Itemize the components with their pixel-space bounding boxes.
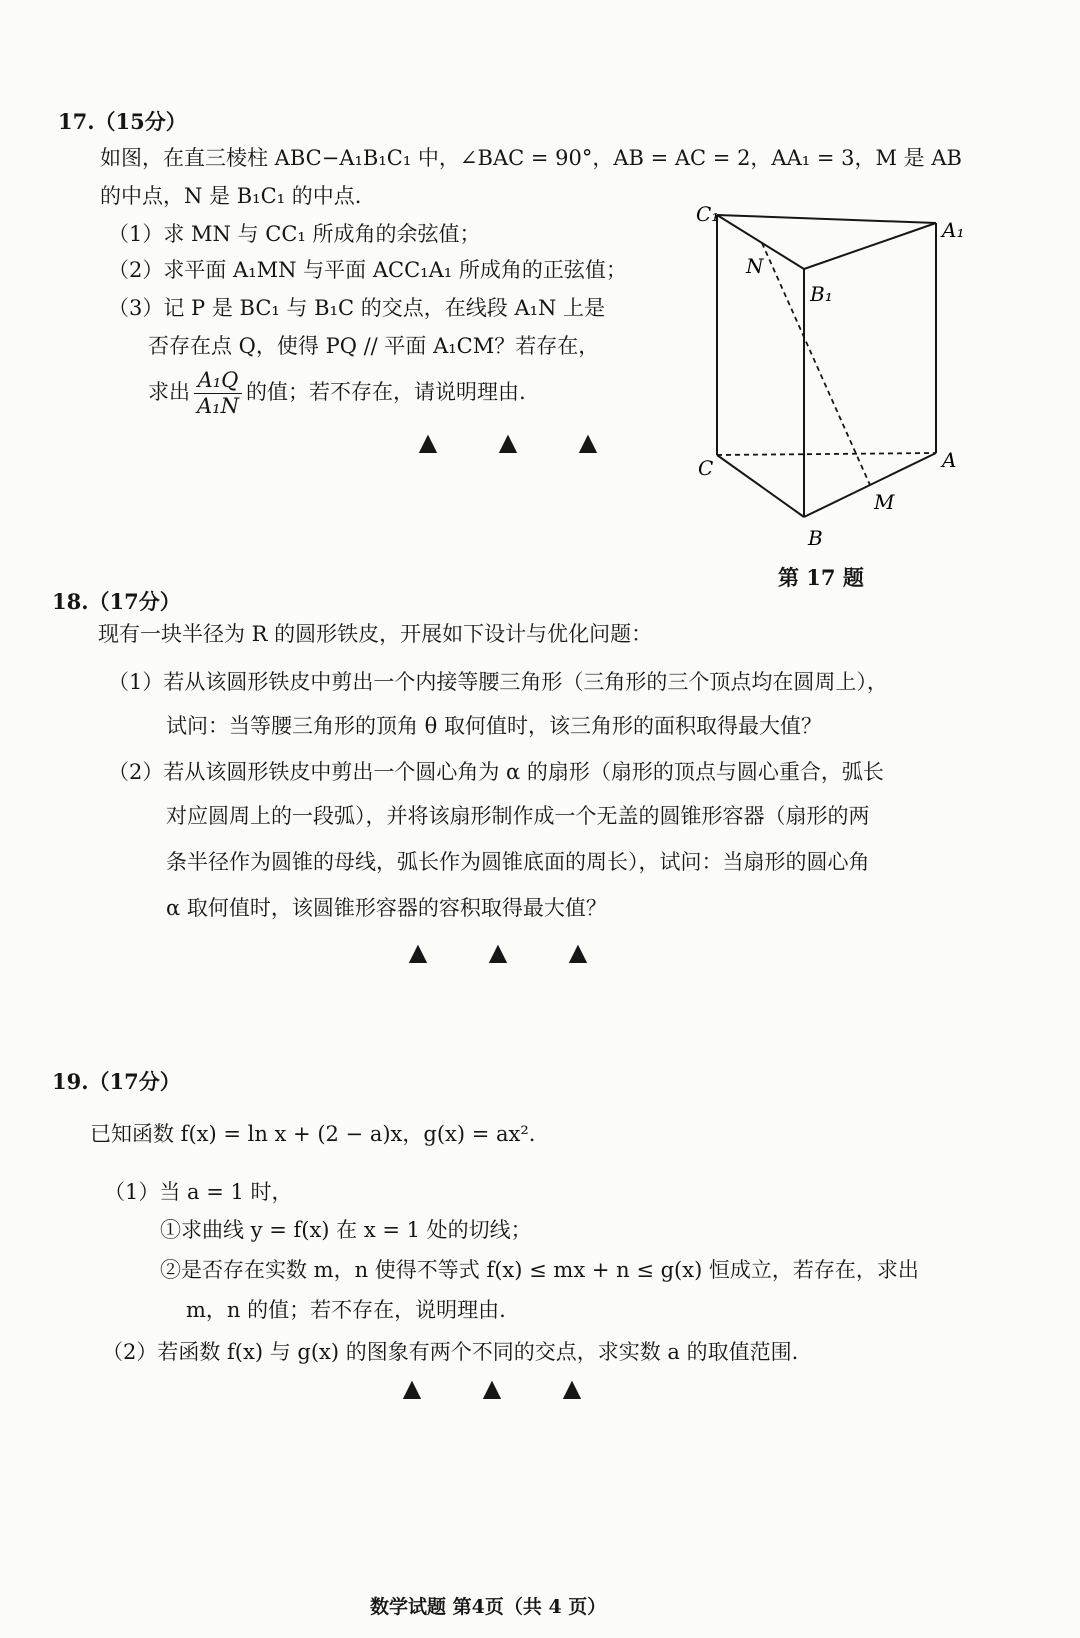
triangle-mark: ▲ [568,938,588,966]
label-a: A [942,448,957,472]
triangle-mark: ▲ [402,1374,422,1402]
triangle-mark: ▲ [578,428,598,456]
q19-number: 19.（17分） [52,1069,181,1094]
q17-part3-prefix: 求出 [148,380,190,405]
q18-number: 18.（17分） [52,589,181,614]
hidden-edge-ca [717,453,936,455]
q17-part2: （2）求平面 A₁MN 与平面 ACC₁A₁ 所成角的正弦值； [108,258,627,282]
segment-mn [762,243,870,485]
q18-part2-line2: 对应圆周上的一段弧），并将该扇形制作成一个无盖的圆锥形容器（扇形的两 [166,804,870,828]
q17-prism-figure [680,195,980,565]
q19-sub1: ①求曲线 y = f(x) 在 x = 1 处的切线； [160,1218,532,1242]
q18-part1-line1: （1）若从该圆形铁皮中剪出一个内接等腰三角形（三角形的三个顶点均在圆周上）， [108,670,888,694]
q18-end-marks [378,938,618,966]
q17-part3-line2: 否存在点 Q，使得 PQ // 平面 A₁CM？若存在， [148,334,600,358]
label-c1: C₁ [696,202,720,226]
label-n: N [746,254,764,278]
q18-part2-line4: α 取何值时，该圆锥形容器的容积取得最大值？ [166,896,607,920]
triangle-mark: ▲ [488,938,508,966]
q17-part3-line3 [148,368,526,419]
q17-frac-den: A₁N [197,394,239,419]
q17-fraction [194,368,242,419]
q17-end-marks [388,428,628,456]
edge-b1a1 [804,223,936,269]
q17-part3-suffix: 的值；若不存在，请说明理由. [245,380,526,405]
q19-intro: 已知函数 f(x) = ln x + (2 − a)x，g(x) = ax². [90,1122,536,1146]
triangle-mark: ▲ [408,938,428,966]
label-b1: B₁ [810,282,833,306]
edge-cb [717,455,804,517]
q17-part3-line1: （3）记 P 是 BC₁ 与 B₁C 的交点，在线段 A₁N 上是 [108,296,606,320]
q18-part2-line1: （2）若从该圆形铁皮中剪出一个圆心角为 α 的扇形（扇形的顶点与圆心重合，弧长 [108,760,884,784]
label-b: B [808,526,823,550]
q17-part1: （1）求 MN 与 CC₁ 所成角的余弦值； [108,222,481,246]
q18-part1-line2: 试问：当等腰三角形的顶角 θ 取何值时，该三角形的面积取得最大值？ [166,714,822,738]
triangle-mark: ▲ [498,428,518,456]
label-a1: A₁ [942,218,965,242]
q17-frac-num: A₁Q [194,368,242,394]
q19-end-marks [372,1374,612,1402]
q18-intro: 现有一块半径为 R 的圆形铁皮，开展如下设计与优化问题： [98,622,653,646]
label-c: C [698,456,714,480]
q19-sub2-line2: m，n 的值；若不存在，说明理由. [186,1298,506,1322]
q17-stem-line1: 如图，在直三棱柱 ABC−A₁B₁C₁ 中，∠BAC = 90°，AB = AC = 2，AA₁ = 3，M 是 AB [100,146,962,170]
q18-part2-line3: 条半径作为圆锥的母线，弧长作为圆锥底面的周长），试问：当扇形的圆心角 [166,850,870,874]
label-m: M [874,490,895,514]
edge-c1a1 [717,215,936,223]
triangle-mark: ▲ [482,1374,502,1402]
q17-stem-line2: 的中点，N 是 B₁C₁ 的中点. [100,184,362,208]
q19-part2: （2）若函数 f(x) 与 g(x) 的图象有两个不同的交点，求实数 a 的取值范围. [102,1340,799,1364]
page-footer: 数学试题 第4页（共 4 页） [370,1596,607,1618]
triangle-mark: ▲ [418,428,438,456]
q17-figure-caption: 第 17 题 [778,565,864,590]
q19-sub2-line1: ②是否存在实数 m，n 使得不等式 f(x) ≤ mx + n ≤ g(x) 恒成立，若存在，求出 [160,1258,919,1282]
q19-part1: （1）当 a = 1 时， [104,1180,293,1204]
q17-number: 17.（15分） [58,109,187,134]
triangle-mark: ▲ [562,1374,582,1402]
